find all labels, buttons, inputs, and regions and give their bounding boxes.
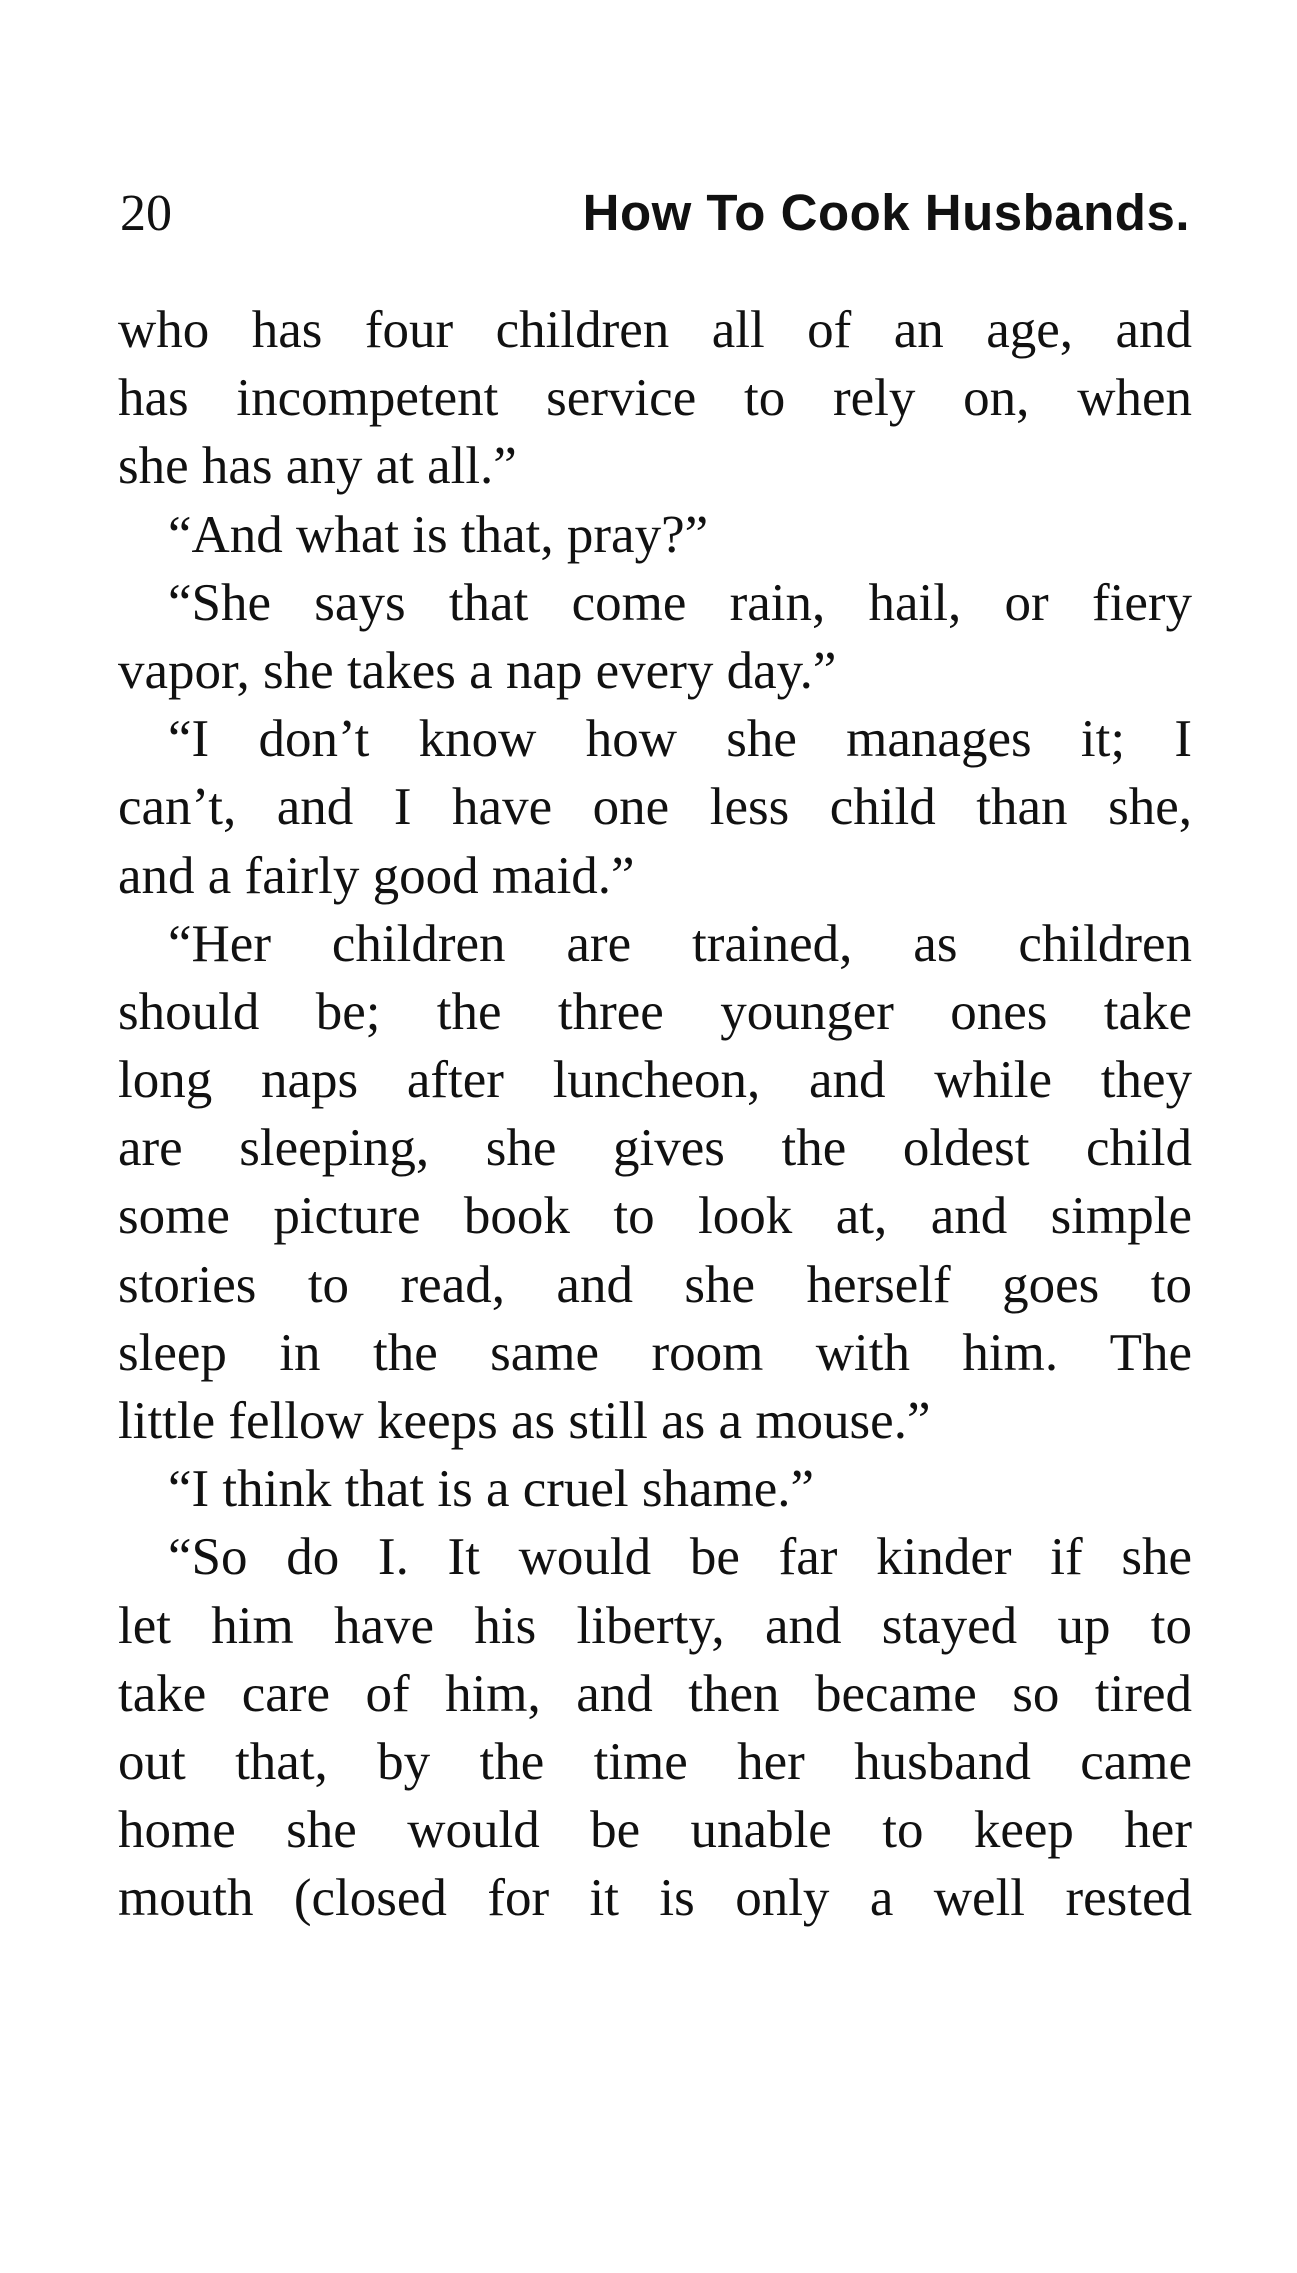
text-line: she has any at all.”	[118, 437, 517, 496]
text-line: “Her children are trained, as children	[168, 914, 1192, 973]
text-line: “I think that is a cruel shame.”	[168, 1460, 815, 1519]
text-line: has incompetent service to rely on, when	[118, 369, 1192, 428]
text-line: mouth (closed for it is only a well rested	[118, 1869, 1192, 1928]
text-line: “So do I. It would be far kinder if she	[168, 1528, 1192, 1587]
body-text	[118, 296, 1192, 1933]
text-line: can’t, and I have one less child than she,	[118, 778, 1192, 837]
text-line: “I don’t know how she manages it; I	[168, 710, 1192, 769]
text-line: little fellow keeps as still as a mouse.”	[118, 1392, 931, 1450]
text-line: “And what is that, pray?”	[168, 505, 709, 564]
text-line: are sleeping, she gives the oldest child	[118, 1119, 1192, 1178]
text-line: let him have his liberty, and stayed up to	[118, 1596, 1192, 1655]
page-number: 20	[120, 185, 172, 242]
page-header	[120, 183, 1190, 253]
text-line: take care of him, and then became so tired	[118, 1664, 1192, 1723]
text-line: stories to read, and she herself goes to	[118, 1255, 1192, 1314]
text-line: vapor, she takes a nap every day.”	[118, 641, 837, 700]
text-line: “She says that come rain, hail, or fiery	[168, 573, 1192, 632]
text-line: and a fairly good maid.”	[118, 846, 635, 905]
text-line: long naps after luncheon, and while they	[118, 1051, 1192, 1110]
text-line: out that, by the time her husband came	[118, 1732, 1192, 1791]
text-line: sleep in the same room with him. The	[118, 1323, 1192, 1382]
text-line: home she would be unable to keep her	[118, 1801, 1192, 1860]
text-line: who has four children all of an age, and	[118, 301, 1192, 359]
text-line: should be; the three younger ones take	[118, 982, 1192, 1041]
running-title: How To Cook Husbands.	[582, 184, 1190, 241]
text-line: some picture book to look at, and simple	[118, 1187, 1192, 1246]
